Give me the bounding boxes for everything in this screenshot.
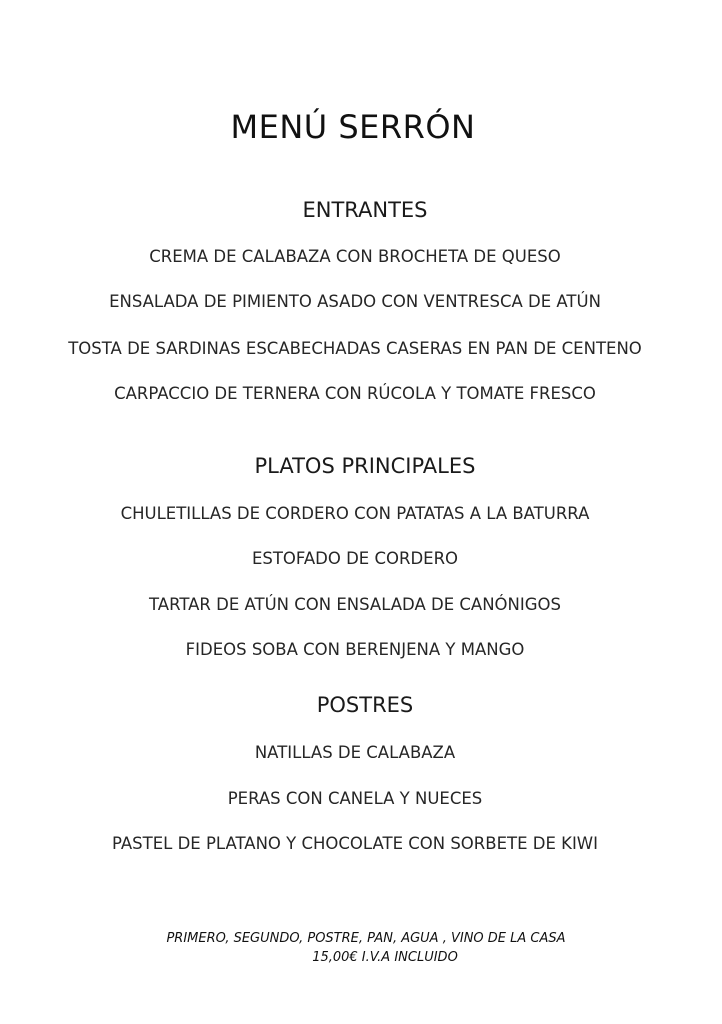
menu-item: PERAS CON CANELA Y NUECES	[227, 789, 483, 808]
section-heading-entrantes: ENTRANTES	[302, 198, 428, 222]
section-heading-platos-principales: PLATOS PRINCIPALES	[254, 454, 476, 478]
menu-item: NATILLAS DE CALABAZA	[254, 743, 456, 762]
section-heading-postres: POSTRES	[316, 693, 414, 717]
menu-title: MENÚ SERRÓN	[230, 108, 476, 146]
menu-item: CREMA DE CALABAZA CON BROCHETA DE QUESO	[149, 247, 561, 266]
footer-price: 15,00€ I.V.A INCLUIDO	[312, 950, 458, 965]
menu-item: PASTEL DE PLATANO Y CHOCOLATE CON SORBETE DE KIWI	[112, 834, 598, 853]
menu-item: CARPACCIO DE TERNERA CON RÚCOLA Y TOMATE FRESCO	[114, 384, 596, 403]
menu-item: FIDEOS SOBA CON BERENJENA Y MANGO	[185, 640, 525, 659]
menu-item: ENSALADA DE PIMIENTO ASADO CON VENTRESCA DE ATÚN	[109, 292, 601, 311]
menu-item: CHULETILLAS DE CORDERO CON PATATAS A LA BATURRA	[120, 504, 590, 523]
menu-item: ESTOFADO DE CORDERO	[251, 549, 459, 568]
menu-item: TARTAR DE ATÚN CON ENSALADA DE CANÓNIGOS	[149, 595, 561, 614]
menu-item: TOSTA DE SARDINAS ESCABECHADAS CASERAS EN PAN DE CENTENO	[68, 339, 642, 358]
footer-included-items: PRIMERO, SEGUNDO, POSTRE, PAN, AGUA , VINO DE LA CASA	[166, 931, 566, 946]
